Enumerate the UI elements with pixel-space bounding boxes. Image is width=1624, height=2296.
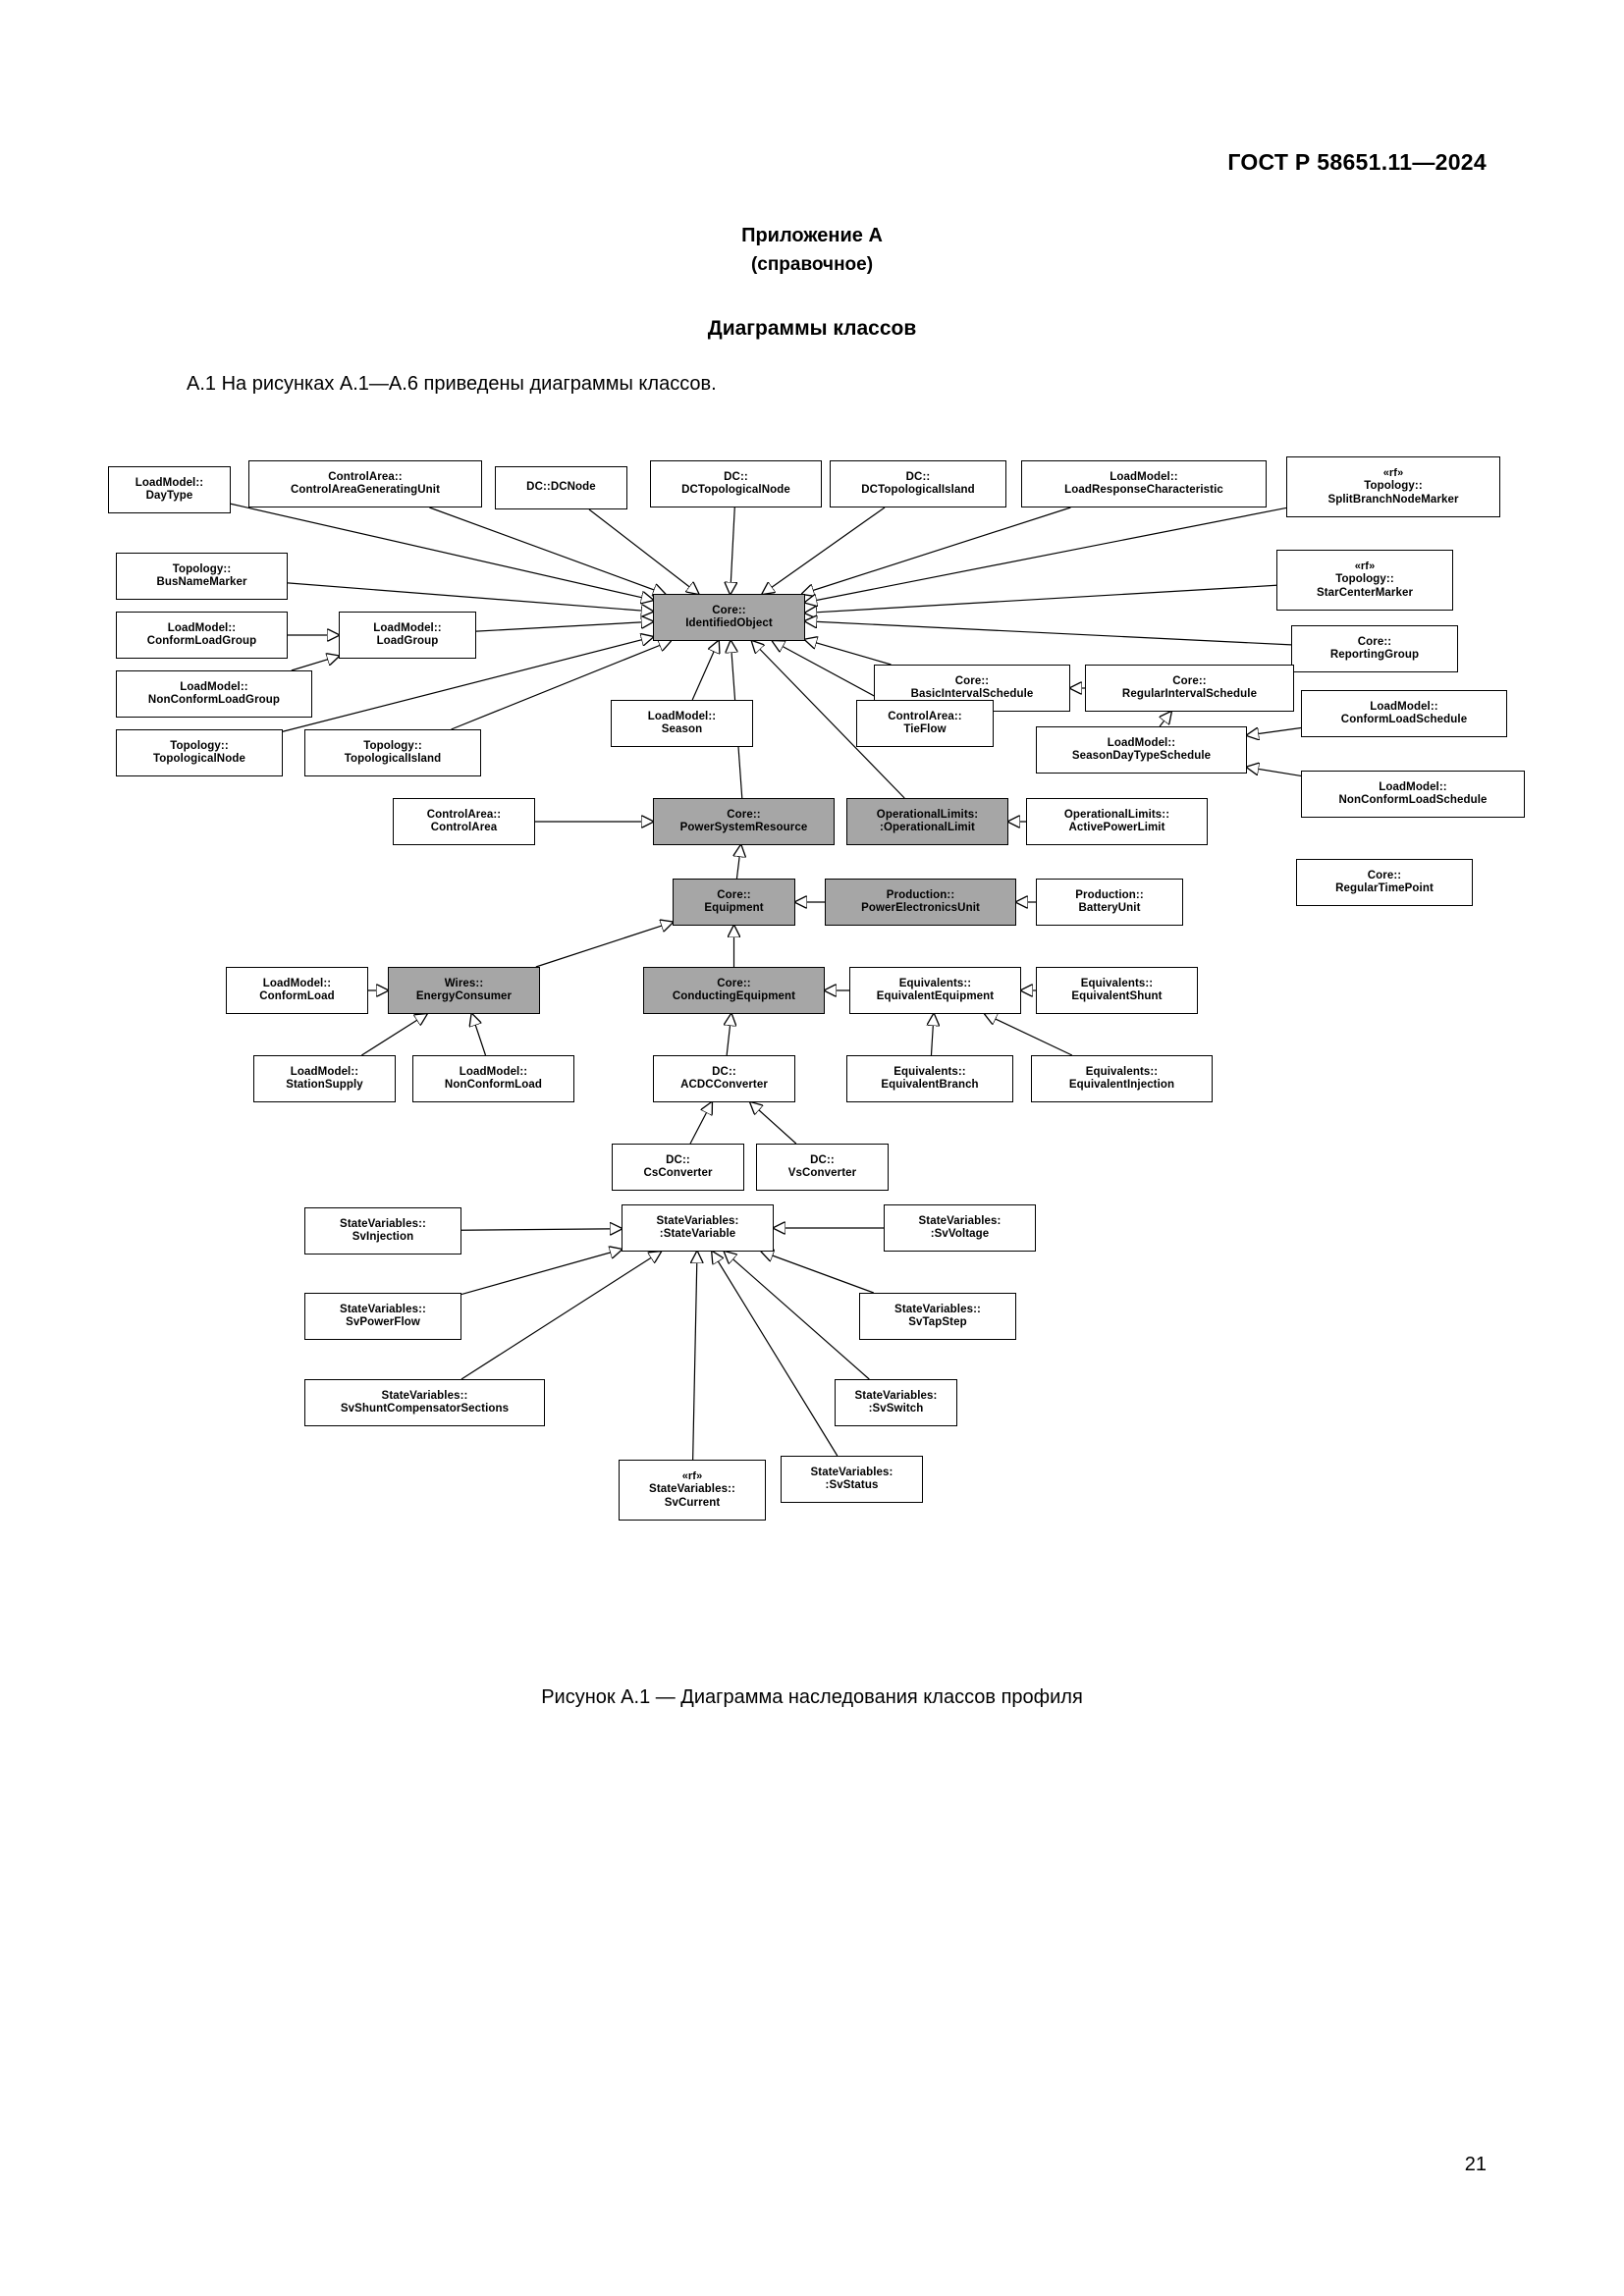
class-node-line: EquivalentEquipment <box>876 990 995 1002</box>
class-node-line: ControlAreaGeneratingUnit <box>290 484 440 496</box>
generalization-edge <box>762 507 885 594</box>
class-diagram <box>108 447 1522 1674</box>
class-node-line: DCTopologicalNode <box>681 484 790 496</box>
class-node-line: Core:: <box>712 604 746 616</box>
class-node-line: Topology:: <box>1364 480 1423 493</box>
class-node-activepowerlimit <box>1026 798 1208 845</box>
class-node-line: LoadModel:: <box>459 1065 528 1078</box>
generalization-edge <box>805 585 1276 613</box>
class-node-line: StateVariables:: <box>381 1389 468 1402</box>
class-node-reportinggroup <box>1291 625 1458 672</box>
class-node-statevariable <box>622 1204 774 1252</box>
generalization-edge <box>476 621 653 631</box>
class-node-line: :OperationalLimit <box>880 822 975 833</box>
class-node-line: Production:: <box>886 888 955 901</box>
class-node-line: PowerSystemResource <box>679 822 808 833</box>
class-node-line: SvInjection <box>352 1231 414 1243</box>
class-node-line: NonConformLoadGroup <box>147 694 281 706</box>
generalization-edge <box>472 1014 486 1055</box>
class-node-svinjection <box>304 1207 461 1255</box>
class-node-powerelectronics <box>825 879 1016 926</box>
generalization-edge <box>693 1252 697 1460</box>
class-node-line: Topology:: <box>1335 573 1394 586</box>
class-node-line: «rf» <box>1382 466 1404 479</box>
generalization-edge <box>536 922 673 967</box>
class-node-equipment <box>673 879 795 926</box>
class-node-line: Core:: <box>1357 635 1392 648</box>
class-node-line: :StateVariable <box>659 1228 736 1240</box>
class-node-line: EquivalentBranch <box>881 1079 979 1091</box>
class-node-line: RegularTimePoint <box>1335 882 1434 894</box>
class-node-batteryunit <box>1036 879 1183 926</box>
class-node-line: SvShuntCompensatorSections <box>340 1403 510 1415</box>
class-node-powersystemres <box>653 798 835 845</box>
figure-caption: Рисунок А.1 — Диаграмма наследования классов профиля <box>541 1686 1083 1708</box>
class-node-line: ControlArea:: <box>888 710 962 722</box>
class-node-line: StarCenterMarker <box>1316 586 1414 599</box>
class-node-equivalentinj <box>1031 1055 1213 1102</box>
class-node-line: LoadModel:: <box>1370 700 1438 713</box>
class-node-line: Equivalents:: <box>1085 1065 1159 1078</box>
class-node-line: Topology:: <box>363 739 422 752</box>
generalization-edge <box>802 507 1070 594</box>
class-node-busnamemarker <box>116 553 288 600</box>
class-node-line: ConformLoadSchedule <box>1340 714 1468 725</box>
generalization-edge <box>361 1014 426 1055</box>
class-node-identifiedobject <box>653 594 805 641</box>
class-node-line: Production:: <box>1075 888 1144 901</box>
class-node-line: LoadModel:: <box>1110 470 1178 483</box>
class-node-line: NonConformLoad <box>444 1079 543 1091</box>
generalization-edge <box>690 1102 712 1144</box>
class-node-line: NonConformLoadSchedule <box>1338 794 1488 806</box>
class-node-line: LoadGroup <box>376 635 439 647</box>
class-node-stationsupply <box>253 1055 396 1102</box>
standard-header: ГОСТ Р 58651.11—2024 <box>1227 149 1487 175</box>
class-node-line: Equivalents:: <box>893 1065 966 1078</box>
class-node-line: :SvSwitch <box>868 1403 924 1415</box>
appendix-subtitle: (справочное) <box>750 254 874 275</box>
generalization-edge <box>805 640 892 665</box>
class-node-regulartimepoint <box>1296 859 1473 906</box>
class-node-line: ControlArea:: <box>328 470 403 483</box>
class-node-seasondaytype <box>1036 726 1247 774</box>
class-node-line: IdentifiedObject <box>685 617 773 629</box>
class-node-svpowerflow <box>304 1293 461 1340</box>
class-node-nonconformloadgroup <box>116 670 312 718</box>
class-node-line: StateVariables:: <box>340 1303 426 1315</box>
class-node-line: LoadModel:: <box>135 476 204 489</box>
class-node-operationallimit <box>846 798 1008 845</box>
class-node-nonconformload <box>412 1055 574 1102</box>
class-node-line: Equivalents:: <box>898 977 972 989</box>
class-node-starcentermarker <box>1276 550 1453 611</box>
class-node-line: ACDCConverter <box>680 1079 768 1091</box>
section-title: Диаграммы классов <box>707 317 917 340</box>
generalization-edge <box>805 621 1291 645</box>
class-node-line: LoadModel:: <box>647 710 717 722</box>
generalization-edge <box>429 507 665 594</box>
class-node-line: LoadModel:: <box>262 977 332 989</box>
class-node-line: StateVariables:: <box>340 1217 426 1230</box>
class-node-line: StateVariables:: <box>649 1483 735 1496</box>
class-node-line: LoadResponseCharacteristic <box>1064 484 1223 496</box>
generalization-edge <box>692 641 719 700</box>
class-node-line: Season <box>661 723 703 735</box>
class-node-line: DC:: <box>905 470 931 483</box>
class-node-line: StationSupply <box>286 1079 363 1091</box>
class-node-controlarea <box>393 798 535 845</box>
class-node-line: StateVariables: <box>656 1214 739 1227</box>
class-node-line: ConformLoadGroup <box>146 635 257 647</box>
class-node-line: SplitBranchNodeMarker <box>1327 493 1459 506</box>
class-node-topologicalnode <box>116 729 283 776</box>
class-node-line: RegularIntervalSchedule <box>1121 688 1258 700</box>
class-node-regularinterval <box>1085 665 1294 712</box>
class-node-acdcconverter <box>653 1055 795 1102</box>
class-node-line: TopologicalIsland <box>344 753 442 765</box>
class-node-line: DCTopologicalIsland <box>861 484 975 496</box>
class-node-line: :SvVoltage <box>930 1228 990 1240</box>
class-node-line: Core:: <box>1172 674 1207 687</box>
class-node-line: LoadModel:: <box>290 1065 359 1078</box>
class-node-daytype <box>108 466 231 513</box>
appendix-title: Приложение А <box>741 225 883 246</box>
class-node-cagu <box>248 460 482 507</box>
class-node-svvoltage <box>884 1204 1036 1252</box>
class-node-line: :SvStatus <box>825 1479 879 1491</box>
class-node-line: SvPowerFlow <box>346 1316 420 1328</box>
class-node-line: DC:: <box>712 1065 736 1078</box>
class-node-line: DC:: <box>810 1153 835 1166</box>
class-node-line: TopologicalNode <box>153 753 245 765</box>
class-node-line: StateVariables: <box>854 1389 938 1402</box>
class-node-line: Topology:: <box>170 739 229 752</box>
class-node-line: VsConverter <box>787 1167 857 1179</box>
class-node-equivalentshunt <box>1036 967 1198 1014</box>
class-node-line: StateVariables: <box>810 1466 893 1478</box>
generalization-edge <box>931 1014 934 1055</box>
class-node-line: Equivalents:: <box>1080 977 1154 989</box>
class-node-line: OperationalLimits: <box>876 808 979 821</box>
generalization-edge <box>461 1250 622 1295</box>
class-node-svswitch <box>835 1379 957 1426</box>
class-node-loadrespchar <box>1021 460 1267 507</box>
class-node-line: BasicIntervalSchedule <box>910 688 1034 700</box>
class-node-line: SeasonDayTypeSchedule <box>1071 750 1212 762</box>
class-node-tieflow <box>856 700 994 747</box>
generalization-edge <box>725 1252 870 1379</box>
generalization-edge <box>750 1102 796 1144</box>
generalization-edge <box>231 504 653 600</box>
generalization-edge <box>727 1014 731 1055</box>
generalization-edge <box>985 1014 1072 1055</box>
class-node-line: Core:: <box>717 977 751 989</box>
class-node-svcurrent <box>619 1460 766 1521</box>
class-node-line: DC::DCNode <box>526 481 596 494</box>
class-node-line: SvCurrent <box>664 1496 721 1509</box>
class-node-line: DC:: <box>724 470 748 483</box>
class-node-conductingequip <box>643 967 825 1014</box>
class-node-line: BatteryUnit <box>1078 902 1141 914</box>
class-node-topologicalisland <box>304 729 481 776</box>
class-node-line: Core:: <box>1367 869 1402 881</box>
class-node-line: «rf» <box>681 1469 703 1482</box>
class-node-loadgroup <box>339 612 476 659</box>
class-node-line: SvTapStep <box>908 1316 967 1328</box>
generalization-edge <box>461 1252 661 1379</box>
class-node-line: Core:: <box>727 808 761 821</box>
class-node-line: ConformLoad <box>259 990 335 1002</box>
class-node-line: LoadModel:: <box>180 680 248 693</box>
class-node-line: LoadModel:: <box>373 621 442 634</box>
class-node-dctopisland <box>830 460 1006 507</box>
class-node-line: EquivalentShunt <box>1071 990 1163 1002</box>
generalization-edge <box>1160 712 1171 726</box>
class-node-conformloadsched <box>1301 690 1507 737</box>
generalization-edge <box>805 507 1286 602</box>
class-node-line: Topology:: <box>172 562 232 575</box>
class-node-energyconsumer <box>388 967 540 1014</box>
class-node-line: Core:: <box>954 674 990 687</box>
generalization-edge <box>762 1252 874 1293</box>
class-node-svshuntcomp <box>304 1379 545 1426</box>
class-node-dcnode <box>495 466 627 509</box>
class-node-line: EquivalentInjection <box>1068 1079 1175 1091</box>
generalization-edge <box>773 641 882 700</box>
class-node-line: StateVariables: <box>918 1214 1001 1227</box>
class-node-svtapstep <box>859 1293 1016 1340</box>
class-node-equivalentequip <box>849 967 1021 1014</box>
class-node-line: ActivePowerLimit <box>1068 822 1165 833</box>
class-node-line: ControlArea:: <box>426 808 502 821</box>
class-node-line: «rf» <box>1354 560 1376 572</box>
class-node-line: LoadModel:: <box>1107 736 1176 749</box>
class-node-nonconformloadsched <box>1301 771 1525 818</box>
class-node-line: LoadModel:: <box>1379 780 1447 793</box>
class-node-line: DC:: <box>666 1153 690 1166</box>
class-node-line: BusNameMarker <box>156 576 247 588</box>
class-node-splitbranch <box>1286 456 1500 517</box>
generalization-edge <box>712 1252 838 1456</box>
class-node-dctopnode <box>650 460 822 507</box>
generalization-edge <box>1247 767 1301 775</box>
generalization-edge <box>1247 728 1301 736</box>
page-number: 21 <box>1464 2154 1487 2175</box>
class-node-vsconverter <box>756 1144 889 1191</box>
class-node-line: Core:: <box>717 888 751 901</box>
class-node-line: LoadModel:: <box>167 621 237 634</box>
class-node-line: ReportingGroup <box>1329 649 1420 661</box>
class-node-line: StateVariables:: <box>894 1303 981 1315</box>
class-node-conformload <box>226 967 368 1014</box>
generalization-edge <box>292 656 339 670</box>
generalization-edge <box>461 1229 622 1231</box>
class-node-line: DayType <box>145 490 193 502</box>
class-node-line: TieFlow <box>903 723 947 735</box>
class-node-csconverter <box>612 1144 744 1191</box>
appendix-title-block <box>0 221 1624 280</box>
class-node-conformloadgroup <box>116 612 288 659</box>
class-node-line: ControlArea <box>430 822 498 833</box>
class-node-svstatus <box>781 1456 923 1503</box>
class-node-line: ConductingEquipment <box>672 990 796 1002</box>
intro-paragraph: А.1 На рисунках А.1—А.6 приведены диаграммы классов. <box>187 373 717 395</box>
class-node-line: OperationalLimits:: <box>1063 808 1170 821</box>
class-node-line: PowerElectronicsUnit <box>861 902 980 914</box>
class-node-loadmodelseason <box>611 700 753 747</box>
generalization-edge <box>589 509 698 594</box>
generalization-edge <box>731 507 735 594</box>
class-node-line: CsConverter <box>643 1167 713 1179</box>
class-node-line: Wires:: <box>444 977 484 989</box>
generalization-edge <box>736 845 740 879</box>
class-node-line: Equipment <box>704 902 764 914</box>
class-node-equivalentbranch <box>846 1055 1013 1102</box>
class-node-line: EnergyConsumer <box>415 990 513 1002</box>
